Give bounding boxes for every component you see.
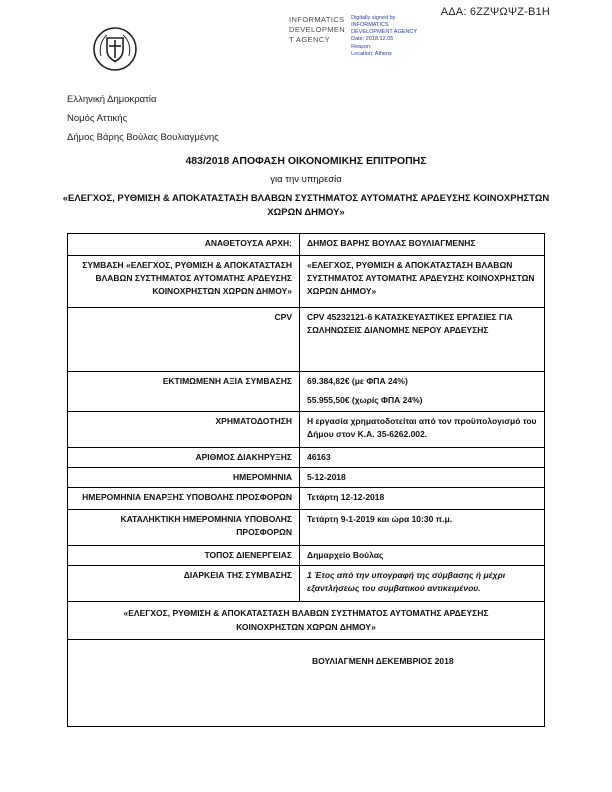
row-label: ΣΥΜΒΑΣΗ «ΕΛΕΓΧΟΣ, ΡΥΘΜΙΣΗ & ΑΠΟΚΑΤΑΣΤΑΣΗ ΒΛΑΒΩΝ ΣΥΣΤΗΜΑΤΟΣ ΑΥΤΟΜΑΤΗΣ ΑΡΔΕΥΣΗΣ ΚΟΙΝΟΧΡΗΣΤΩΝ ΧΩΡΩΝ ΔΗΜΟΥ» [68,256,300,307]
title-block [0,155,612,220]
row-label: ΧΡΗΜΑΤΟΔΟΤΗΣΗ [68,412,300,447]
table-row-merged-subject [68,602,544,640]
row-value: ΔΗΜΟΣ ΒΑΡΗΣ ΒΟΥΛΑΣ ΒΟΥΛΙΑΓΜΕΝΗΣ [307,238,476,248]
row-value: «ΕΛΕΓΧΟΣ, ΡΥΘΜΙΣΗ & ΑΠΟΚΑΤΑΣΤΑΣΗ ΒΛΑΒΩΝ ΣΥΣΤΗΜΑΤΟΣ ΑΥΤΟΜΑΤΗΣ ΑΡΔΕΥΣΗΣ ΚΟΙΝΟΧΡΗΣΤΩΝ ΧΩΡΩΝ ΔΗΜΟΥ» [307,260,535,296]
footer-place-date: ΒΟΥΛΙΑΓΜΕΝΗ ΔΕΚΕΜΒΡΙΟΣ 2018 [312,656,454,666]
stamp-text-line: Reason: [351,43,372,50]
table-row-contracting-authority [68,234,544,256]
row-label: ΕΚΤΙΜΩΜΕΝΗ ΑΞΙΑ ΣΥΜΒΑΣΗΣ [68,372,300,411]
row-value [300,372,544,411]
stamp-text-line: Location: Athens [351,50,392,57]
table-row-estimated-value [68,372,544,412]
stamp-agency-line: INFORMATICS [289,15,345,24]
stamp-agency-name [289,15,345,45]
stamp-text-line: Digitally signed by [351,15,396,21]
table-row-duration [68,566,544,602]
row-label: ΗΜΕΡΟΜΗΝΙΑ ΕΝΑΡΞΗΣ ΥΠΟΒΟΛΗΣ ΠΡΟΣΦΟΡΩΝ [68,488,300,509]
table-row-funding [68,412,544,448]
table-row-cpv [68,308,544,372]
row-value: 5-12-2018 [307,472,346,482]
row-value: Η εργασία χρηματοδοτείται από τον προϋπολογισμό του Δήμου στον Κ.Α. 35-6262.002. [307,416,537,439]
row-value: 46163 [307,452,331,462]
issuer-block [67,90,219,147]
merged-subject-text: «ΕΛΕΓΧΟΣ, ΡΥΘΜΙΣΗ & ΑΠΟΚΑΤΑΣΤΑΣΗ ΒΛΑΒΩΝ ΣΥΣΤΗΜΑΤΟΣ ΑΥΤΟΜΑΤΗΣ ΑΡΔΕΥΣΗΣ ΚΟΙΝΟΧΡΗΣΤΩΝ ΧΩΡΩΝ ΔΗΜΟΥ» [123,608,489,632]
row-value: CPV 45232121-6 ΚΑΤΑΣΚΕΥΑΣΤΙΚΕΣ ΕΡΓΑΣΙΕΣ ΓΙΑ ΣΩΛΗΝΩΣΕΙΣ ΔΙΑΝΟΜΗΣ ΝΕΡΟΥ ΑΡΔΕΥΣΗΣ [307,312,513,335]
issuer-line-republic: Ελληνική Δημοκρατία [67,94,157,105]
row-value: 1 Έτος από την υπογραφή της σύμβασης ή μέχρι εξαντλήσεως του συμβατικού αντικειμένου. [307,570,506,593]
decision-subtitle: για την υπηρεσία [270,174,342,185]
issuer-line-municipality: Δήμος Βάρης Βούλας Βουλιαγμένης [67,132,219,143]
value-without-vat: 55.955,50€ (χωρίς ΦΠΑ 24%) [307,395,423,405]
table-row-deadline [68,510,544,546]
digital-signature-stamp [289,15,417,58]
value-with-vat: 69.384,82€ (με ΦΠΑ 24%) [307,376,408,386]
decision-title: 483/2018 ΑΠΟΦΑΣΗ ΟΙΚΟΝΟΜΙΚΗΣ ΕΠΙΤΡΟΠΗΣ [185,155,427,167]
table-row-place-date [68,640,544,726]
row-value: Δημαρχείο Βούλας [307,550,384,560]
issuer-line-prefecture: Νομός Αττικής [67,113,128,124]
decision-subject: «ΕΛΕΓΧΟΣ, ΡΥΘΜΙΣΗ & ΑΠΟΚΑΤΑΣΤΑΣΗ ΒΛΑΒΩΝ ΣΥΣΤΗΜΑΤΟΣ ΑΥΤΟΜΑΤΗΣ ΑΡΔΕΥΣΗΣ ΚΟΙΝΟΧΡΗΣΤΩΝ ΧΩΡΩΝ ΔΗΜΟΥ» [62,193,550,218]
stamp-agency-line: DEVELOPMEN [289,25,346,35]
row-value: Τετάρτη 12-12-2018 [307,492,385,502]
row-label: ΗΜΕΡΟΜΗΝΙΑ [68,468,300,487]
stamp-text-line: DEVELOPMENT AGENCY [351,29,418,36]
row-label: ΚΑΤΑΛΗΚΤΙΚΗ ΗΜΕΡΟΜΗΝΙΑ ΥΠΟΒΟΛΗΣ ΠΡΟΣΦΟΡΩΝ [68,510,300,545]
row-label: ΤΟΠΟΣ ΔΙΕΝΕΡΓΕΙΑΣ [68,546,300,565]
row-label: CPV [68,308,300,371]
row-value: Τετάρτη 9-1-2019 και ώρα 10:30 π.μ. [307,514,453,524]
table-row-date [68,468,544,488]
table-row-venue [68,546,544,566]
table-row-contract [68,256,544,308]
table-row-start-date [68,488,544,510]
info-table [67,233,545,727]
stamp-signature-text [351,15,417,58]
ada-code: ΑΔΑ: 6ΖΖΨΩΨΖ-Β1Η [440,6,550,18]
table-row-notice-number [68,448,544,468]
row-label: ΔΙΑΡΚΕΙΑ ΤΗΣ ΣΥΜΒΑΣΗΣ [68,566,300,601]
row-label: ΑΝΑΘΕΤΟΥΣΑ ΑΡΧΗ: [68,234,300,255]
stamp-text-line: Date: 2018.12.05 [351,36,394,43]
stamp-text-line: INFORMATICS [351,22,389,29]
row-label: ΑΡΙΘΜΟΣ ΔΙΑΚΗΡΥΞΗΣ [68,448,300,467]
greek-emblem-icon [92,26,138,72]
stamp-agency-line: T AGENCY [289,35,330,45]
